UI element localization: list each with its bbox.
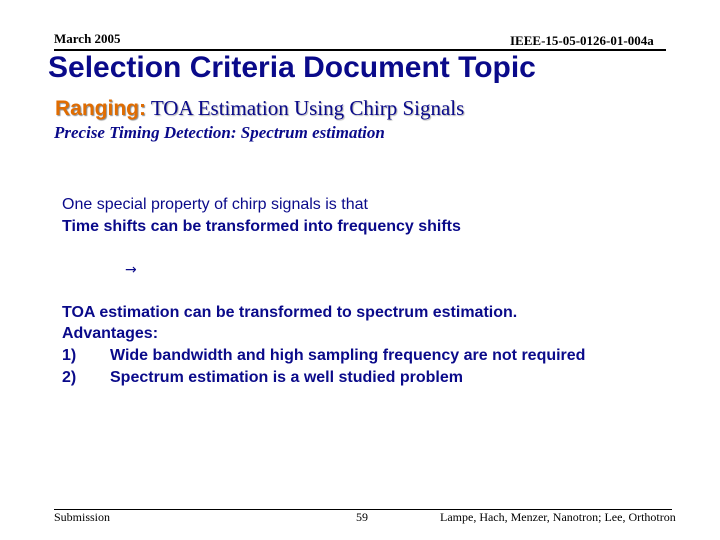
subtitle-highlight: Ranging: (55, 97, 146, 120)
list-item (62, 347, 585, 365)
slide-title: Selection Criteria Document Topic (48, 51, 536, 84)
slide-subheading: Precise Timing Detection: Spectrum estimation (54, 123, 385, 142)
list-item-text: Wide bandwidth and high sampling frequency are not required (110, 347, 586, 364)
footer-submission: Submission (54, 510, 111, 524)
list-item-number: 1) (62, 347, 77, 364)
body-line-1: One special property of chirp signals is that (62, 196, 368, 213)
footer-page-number: 59 (356, 510, 368, 524)
slide-subtitle (55, 96, 464, 121)
list-item (62, 369, 463, 387)
header-document-id: IEEE-15-05-0126-01-004a (510, 33, 654, 48)
body-line-3: TOA estimation can be transformed to spectrum estimation. (62, 304, 518, 321)
footer-authors: Lampe, Hach, Menzer, Nanotron; Lee, Orthotron (440, 510, 676, 524)
body-line-2: Time shifts can be transformed into frequency shifts (62, 218, 461, 235)
subtitle-rest: TOA Estimation Using Chirp Signals (145, 96, 465, 120)
body-line-4: Advantages: (62, 325, 159, 342)
list-item-number: 2) (62, 369, 77, 386)
list-item-text: Spectrum estimation is a well studied problem (110, 369, 463, 386)
right-arrow-icon: → (125, 262, 137, 278)
header-date: March 2005 (54, 31, 121, 46)
